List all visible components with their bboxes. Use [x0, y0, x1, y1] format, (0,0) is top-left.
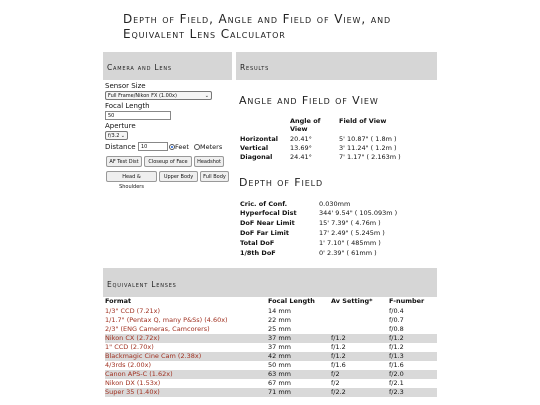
angle-row-label: Diagonal	[240, 153, 273, 161]
angle-fov-title: Angle and Field of View	[239, 94, 379, 107]
chevron-down-icon: ⌄	[204, 93, 209, 99]
fnumber-cell: f/2.0	[389, 370, 404, 378]
dof-value: 15' 7.39" ( 4.76m )	[319, 219, 381, 227]
focal-cell: 22 mm	[268, 316, 292, 324]
equivalent-lenses-header: Equivalent Lenses	[103, 268, 437, 297]
av-cell: f/2	[331, 370, 340, 378]
closeup-of-face-button[interactable]: Closeup of Face	[144, 156, 192, 167]
focal-cell: 14 mm	[268, 307, 292, 315]
av-cell: f/1.2	[331, 352, 346, 360]
table-row	[105, 370, 437, 379]
focal-cell: 37 mm	[268, 334, 292, 342]
fnumber-cell: f/2.3	[389, 388, 404, 396]
aperture-value: f/3.2	[108, 133, 120, 139]
table-row	[105, 334, 437, 343]
format-link[interactable]: 1" CCD (2.70x)	[105, 343, 154, 351]
field-value: 5' 10.87" ( 1.8m )	[339, 135, 397, 143]
format-link[interactable]: 1/3" CCD (7.21x)	[105, 307, 161, 315]
feet-label: Feet	[175, 143, 189, 151]
distance-row	[105, 142, 235, 152]
camera-lens-header: Camera and Lens	[103, 52, 232, 80]
upper-body-button[interactable]: Upper Body	[159, 171, 198, 182]
angle-value: 24.41°	[290, 153, 312, 161]
page-title	[123, 12, 443, 42]
focal-cell: 37 mm	[268, 343, 292, 351]
distance-input[interactable]: 10	[138, 142, 168, 151]
title-line-2: Equivalent Lens Calculator	[123, 27, 286, 41]
column-header: Focal Length	[268, 297, 315, 305]
unit-meters-option[interactable]	[194, 143, 222, 151]
meters-label: Meters	[200, 143, 223, 151]
dof-value: 0.030mm	[319, 200, 351, 208]
af-test-dist-button[interactable]: AF Test Dist	[106, 156, 142, 167]
dof-value: 1' 7.10" ( 485mm )	[319, 239, 381, 247]
sensor-size-value: Full Frame/Nikon FX (1.00x)	[108, 93, 177, 99]
field-value: 7' 1.17" ( 2.163m )	[339, 153, 401, 161]
results-header: Results	[236, 52, 437, 80]
fnumber-cell: f/0.7	[389, 316, 404, 324]
full-body-button[interactable]: Full Body	[200, 171, 229, 182]
av-cell: f/2	[331, 379, 340, 387]
camera-lens-form	[105, 82, 235, 190]
fnumber-cell: f/1.2	[389, 343, 404, 351]
field-of-view-header: Field of View	[339, 117, 387, 125]
format-link[interactable]: Blackmagic Cine Cam (2.38x)	[105, 352, 202, 360]
focal-cell: 42 mm	[268, 352, 292, 360]
meters-radio[interactable]	[194, 144, 200, 150]
av-cell: f/2.2	[331, 388, 346, 396]
fnumber-cell: f/1.2	[389, 334, 404, 342]
fnumber-cell: f/1.3	[389, 352, 404, 360]
distance-label: Distance	[105, 143, 136, 151]
dof-label: Cric. of Conf.	[240, 200, 288, 208]
format-link[interactable]: 4/3rds (2.00x)	[105, 361, 151, 369]
column-header: Av Setting*	[331, 297, 373, 305]
focal-cell: 71 mm	[268, 388, 292, 396]
fnumber-cell: f/0.8	[389, 325, 404, 333]
angle-row-label: Vertical	[240, 144, 269, 152]
angle-row-label: Horizontal	[240, 135, 278, 143]
angle-value: 20.41°	[290, 135, 312, 143]
focal-cell: 63 mm	[268, 370, 292, 378]
format-link[interactable]: 2/3" (ENG Cameras, Camcorers)	[105, 325, 210, 333]
chevron-down-icon: ⌄	[120, 133, 125, 139]
dof-label: 1/8th DoF	[240, 249, 276, 257]
title-line-1: Depth of Field, Angle and Field of View, and	[123, 12, 392, 26]
format-link[interactable]: Canon APS-C (1.62x)	[105, 370, 173, 378]
focal-cell: 25 mm	[268, 325, 292, 333]
dof-value: 344' 9.54" ( 105.093m )	[319, 209, 398, 217]
aperture-select[interactable]	[105, 131, 128, 140]
format-link[interactable]: Nikon DX (1.53x)	[105, 379, 161, 387]
field-value: 3' 11.24" ( 1.2m )	[339, 144, 397, 152]
dof-value: 17' 2.49" ( 5.245m )	[319, 229, 385, 237]
fnumber-cell: f/0.4	[389, 307, 404, 315]
table-row	[105, 352, 437, 361]
fnumber-cell: f/2.1	[389, 379, 404, 387]
column-header: F-number	[389, 297, 425, 305]
focal-length-input[interactable]: 50	[105, 111, 171, 120]
sensor-size-select[interactable]	[105, 91, 212, 100]
fnumber-cell: f/1.6	[389, 361, 404, 369]
angle-value: 13.69°	[290, 144, 312, 152]
aperture-label: Aperture	[105, 122, 136, 130]
column-header: Format	[105, 297, 132, 305]
head-shoulders-button[interactable]: Head & Shoulders	[106, 171, 157, 182]
headshot-button[interactable]: Headshot	[194, 156, 224, 167]
format-link[interactable]: Nikon CX (2.72x)	[105, 334, 160, 342]
preset-buttons	[105, 156, 235, 190]
sensor-size-label: Sensor Size	[105, 82, 146, 90]
dof-label: Total DoF	[240, 239, 275, 247]
angle-of-view-header: Angle of View	[290, 117, 321, 133]
focal-cell: 67 mm	[268, 379, 292, 387]
unit-feet-option[interactable]	[169, 143, 189, 151]
feet-radio[interactable]	[169, 144, 175, 150]
depth-of-field-title: Depth of Field	[239, 176, 324, 189]
format-link[interactable]: Super 35 (1.40x)	[105, 388, 160, 396]
dof-value: 0' 2.39" ( 61mm )	[319, 249, 377, 257]
dof-label: Hyperfocal Dist	[240, 209, 297, 217]
focal-cell: 50 mm	[268, 361, 292, 369]
format-link[interactable]: 1/1.7" (Pentax Q, many P&Ss) (4.60x)	[105, 316, 228, 324]
table-row	[105, 388, 437, 397]
dof-label: DoF Far Limit	[240, 229, 289, 237]
focal-length-label: Focal Length	[105, 102, 150, 110]
dof-label: DoF Near Limit	[240, 219, 295, 227]
av-cell: f/1.6	[331, 361, 346, 369]
av-cell: f/1.2	[331, 343, 346, 351]
av-cell: f/1.2	[331, 334, 346, 342]
